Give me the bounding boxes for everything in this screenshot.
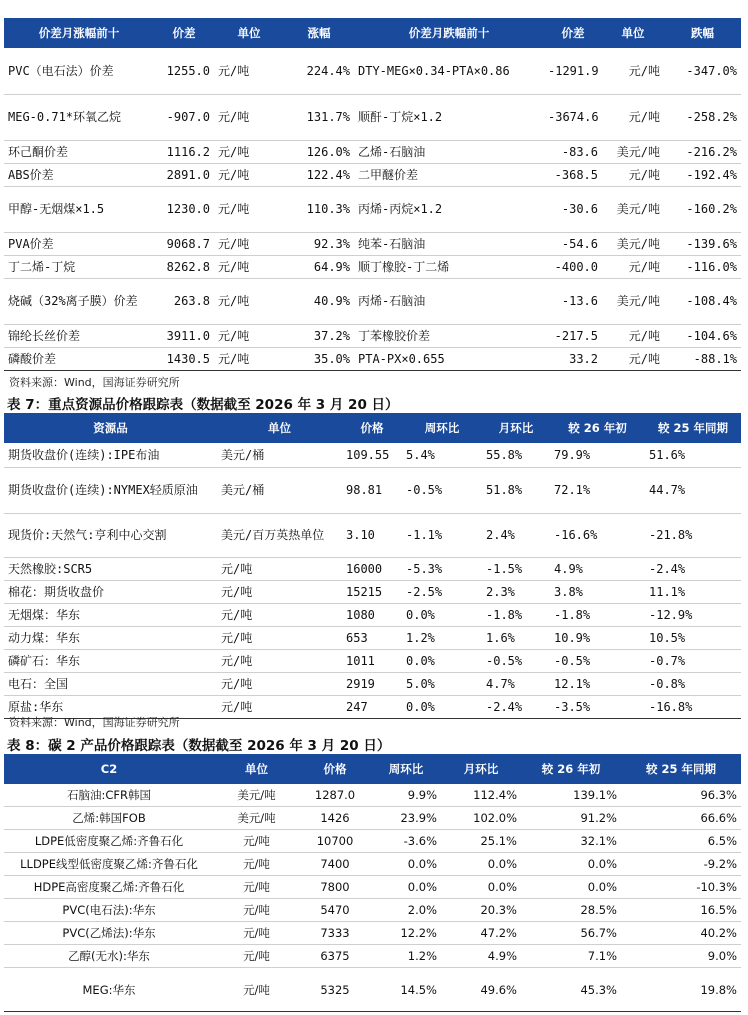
table-cell: 元/吨: [243, 857, 270, 871]
table-cell: -54.6: [561, 236, 598, 251]
table-row: [4, 784, 741, 807]
table-cell: 3.10: [346, 528, 375, 542]
table-cell: -5.3%: [406, 561, 443, 576]
table-cell: -160.2%: [686, 202, 737, 216]
table-cell: 0.0%: [587, 857, 617, 871]
table-cell: -88.1%: [693, 351, 737, 366]
table-cell: -1.5%: [486, 561, 523, 576]
table-cell: 元/吨: [243, 834, 270, 848]
table-cell: 元/吨: [218, 294, 250, 308]
table-cell: 乙烯-石脑油: [358, 144, 426, 159]
table-cell: 元/吨: [218, 63, 250, 78]
table-cell: 19.8%: [700, 982, 737, 997]
table-cell: 5325: [320, 982, 350, 997]
table-cell: 元/吨: [243, 880, 270, 894]
table-cell: 23.9%: [400, 811, 437, 825]
table-cell: -30.6: [561, 202, 598, 216]
column-header: 月环比: [482, 413, 550, 443]
table-cell: -0.5%: [406, 483, 443, 497]
table-caption-8: 表 8：碳 2 产品价格跟踪表（数据截至 2026 年 3 月 20 日）: [7, 738, 391, 754]
column-header: 跌幅: [664, 18, 741, 48]
table-cell: 9068.7: [166, 236, 210, 251]
table-cell: 美元/桶: [221, 483, 265, 497]
table-cell: -16.8%: [649, 699, 693, 714]
table-cell: 锦纶长丝价差: [8, 328, 81, 343]
table-cell: 102.0%: [473, 811, 517, 825]
table-cell: 期货收盘价(连续):NYMEX轻质原油: [8, 483, 198, 497]
table-cell: -192.4%: [686, 167, 737, 182]
table-row: [4, 830, 741, 853]
table-cell: 4.7%: [486, 676, 515, 691]
table-cell: 51.8%: [486, 483, 523, 497]
table-cell: 1.2%: [406, 630, 435, 645]
table-cell: 12.1%: [554, 676, 591, 691]
table-cell: -0.8%: [649, 676, 686, 691]
source-note-1: 资料来源：Wind，国海证券研究所: [9, 376, 180, 389]
table-cell: -3.5%: [554, 699, 591, 714]
table-cell: 37.2%: [313, 328, 350, 343]
table-cell: 烧碱（32%离子膜）价差: [8, 294, 138, 308]
table-row: [4, 255, 741, 278]
table-cell: 40.2%: [700, 926, 737, 940]
column-header: 价差月涨幅前十: [4, 18, 154, 48]
table-cell: 丙烯-石脑油: [358, 294, 426, 308]
table-cell: 2.4%: [486, 528, 515, 542]
column-header: 单位: [217, 413, 342, 443]
table-cell: 纯苯-石脑油: [358, 236, 426, 251]
c2-price-table: [4, 754, 741, 1012]
table-cell: 元/吨: [221, 630, 253, 645]
table-cell: 1011: [346, 653, 375, 668]
table-cell: 电石：全国: [8, 676, 69, 691]
table-cell: 8262.8: [166, 259, 210, 274]
table-cell: 乙醇(无水):华东: [68, 949, 150, 963]
table-cell: 棉花：期货收盘价: [8, 584, 105, 599]
table-cell: 顺丁橡胶-丁二烯: [358, 259, 450, 274]
table-row: [4, 467, 741, 513]
table-cell: 丙烯-丙烷×1.2: [358, 202, 443, 216]
table-cell: -1.8%: [486, 607, 523, 622]
table-cell: 元/吨: [218, 167, 250, 182]
table-cell: PVA价差: [8, 236, 54, 251]
table-cell: 56.7%: [580, 926, 617, 940]
table-cell: DTY-MEG×0.34-PTA×0.86: [358, 63, 510, 78]
table-cell: 顺酐-丁烷×1.2: [358, 110, 443, 124]
table-cell: -1.1%: [406, 528, 443, 542]
table-cell: 元/吨: [628, 259, 660, 274]
table-cell: -9.2%: [703, 857, 737, 871]
column-header: 周环比: [371, 754, 441, 784]
column-header: 价格: [342, 413, 402, 443]
table-cell: 1116.2: [166, 144, 210, 159]
table-cell: 7.1%: [587, 949, 617, 963]
table-cell: -139.6%: [686, 236, 737, 251]
table-cell: 5470: [320, 903, 350, 917]
table-cell: 环己酮价差: [8, 144, 69, 159]
table-cell: -1291.9: [548, 63, 599, 78]
table-row: [4, 968, 741, 1012]
table-row: [4, 922, 741, 945]
table-cell: 11.1%: [649, 584, 686, 599]
table-cell: 6.5%: [707, 834, 737, 848]
table-cell: 122.4%: [306, 167, 350, 182]
table-cell: 3.8%: [554, 584, 583, 599]
table-cell: 4.9%: [554, 561, 583, 576]
table-cell: 元/吨: [221, 699, 253, 714]
table-cell: 7400: [320, 857, 350, 871]
table-cell: 原盐:华东: [8, 699, 64, 714]
table-cell: -400.0: [554, 259, 598, 274]
table-cell: 64.9%: [313, 259, 350, 274]
table-cell: -347.0%: [686, 63, 737, 78]
table-cell: 期货收盘价(连续):IPE布油: [8, 447, 160, 462]
table-cell: 美元/吨: [237, 811, 276, 825]
table-cell: 美元/桶: [221, 447, 265, 462]
table-cell: 石脑油:CFR韩国: [66, 788, 151, 802]
table-cell: -2.4%: [486, 699, 523, 714]
table-cell: 元/吨: [243, 982, 270, 997]
table-cell: 0.0%: [406, 607, 435, 622]
table-cell: 元/吨: [221, 653, 253, 668]
table-row: [4, 672, 741, 695]
table-cell: 4.9%: [487, 949, 517, 963]
table-cell: -258.2%: [686, 110, 737, 124]
table-cell: 1.6%: [486, 630, 515, 645]
table-cell: -216.2%: [686, 144, 737, 159]
table-cell: 乙烯:韩国FOB: [72, 811, 146, 825]
table-row: [4, 513, 741, 557]
column-header: 单位: [214, 18, 284, 48]
table-cell: LLDPE线型低密度聚乙烯:齐鲁石化: [20, 857, 198, 871]
table-header-row: [4, 413, 741, 443]
table-cell: -2.5%: [406, 584, 443, 599]
resource-price-table: [4, 413, 741, 719]
column-header: 单位: [214, 754, 299, 784]
table-cell: 0.0%: [407, 857, 437, 871]
table-cell: 元/吨: [218, 259, 250, 274]
source-note-2: 资料来源：Wind，国海证券研究所: [9, 716, 180, 729]
table-cell: 磷矿石：华东: [8, 653, 81, 668]
table-cell: -907.0: [166, 110, 210, 124]
table-cell: LDPE低密度聚乙烯:齐鲁石化: [34, 834, 184, 848]
table-cell: PTA-PX×0.655: [358, 351, 445, 366]
table-cell: 131.7%: [306, 110, 350, 124]
table-cell: 1.2%: [407, 949, 437, 963]
column-header: 单位: [602, 18, 664, 48]
table-cell: 美元/吨: [616, 294, 660, 308]
table-cell: 10.9%: [554, 630, 591, 645]
table-cell: -10.3%: [696, 880, 737, 894]
table-cell: 109.55: [346, 447, 390, 462]
table-row: [4, 347, 741, 370]
column-header: 资源品: [4, 413, 217, 443]
table-cell: 55.8%: [486, 447, 523, 462]
table-row: [4, 876, 741, 899]
column-header: 价差: [544, 18, 602, 48]
table-cell: 元/吨: [221, 676, 253, 691]
column-header: 价差: [154, 18, 214, 48]
spread-ranking-table: [4, 18, 741, 371]
table-row: [4, 603, 741, 626]
table-cell: 3911.0: [166, 328, 210, 343]
table-row: [4, 649, 741, 672]
table-row: [4, 232, 741, 255]
table-cell: 0.0%: [406, 699, 435, 714]
table-cell: -16.6%: [554, 528, 598, 542]
table-cell: 元/吨: [243, 926, 270, 940]
table-cell: PVC（电石法）价差: [8, 63, 114, 78]
table-cell: 40.9%: [313, 294, 350, 308]
table-cell: 7333: [320, 926, 350, 940]
table-cell: 美元/百万英热单位: [221, 528, 325, 542]
table-cell: 9.0%: [707, 949, 737, 963]
column-header: 价格: [299, 754, 371, 784]
table-cell: 0.0%: [487, 880, 517, 894]
table-cell: -12.9%: [649, 607, 693, 622]
table-cell: 天然橡胶:SCR5: [8, 561, 93, 576]
table-cell: 72.1%: [554, 483, 591, 497]
table-cell: 12.2%: [400, 926, 437, 940]
table-row: [4, 48, 741, 94]
table-cell: 元/吨: [628, 167, 660, 182]
table-cell: -0.5%: [554, 653, 591, 668]
table-row: [4, 324, 741, 347]
table-cell: 0.0%: [587, 880, 617, 894]
table-cell: -1.8%: [554, 607, 591, 622]
table-cell: 33.2: [569, 351, 598, 366]
table-cell: 247: [346, 699, 368, 714]
table-cell: 44.7%: [649, 483, 686, 497]
table-cell: 10.5%: [649, 630, 686, 645]
table-cell: -21.8%: [649, 528, 693, 542]
table-cell: 2.3%: [486, 584, 515, 599]
table-cell: 79.9%: [554, 447, 591, 462]
table-cell: 9.9%: [407, 788, 437, 802]
column-header: 涨幅: [284, 18, 354, 48]
table-cell: 91.2%: [580, 811, 617, 825]
table-cell: 元/吨: [243, 903, 270, 917]
table-header-row: [4, 754, 741, 784]
table-cell: 元/吨: [221, 561, 253, 576]
table-cell: 元/吨: [218, 144, 250, 159]
table-row: [4, 278, 741, 324]
table-cell: 二甲醚价差: [358, 167, 419, 182]
table-cell: -368.5: [554, 167, 598, 182]
table-row: [4, 626, 741, 649]
table-cell: -3674.6: [548, 110, 599, 124]
table-row: [4, 945, 741, 968]
table-cell: 0.0%: [487, 857, 517, 871]
table-cell: 0.0%: [406, 653, 435, 668]
table-cell: -83.6: [561, 144, 598, 159]
table-cell: 51.6%: [649, 447, 686, 462]
table-cell: 28.5%: [580, 903, 617, 917]
table-cell: 92.3%: [313, 236, 350, 251]
table-cell: 49.6%: [480, 982, 517, 997]
column-header: 较 26 年初: [550, 413, 645, 443]
table-cell: 10700: [316, 834, 354, 848]
table-cell: 6375: [320, 949, 350, 963]
table-cell: 元/吨: [243, 949, 270, 963]
table-row: [4, 557, 741, 580]
table-row: [4, 140, 741, 163]
table-cell: 美元/吨: [616, 202, 660, 216]
table-header-row: [4, 18, 741, 48]
table-cell: 元/吨: [218, 110, 250, 124]
table-row: [4, 853, 741, 876]
table-cell: 甲醇-无烟煤×1.5: [8, 202, 105, 216]
table-cell: 112.4%: [473, 788, 517, 802]
table-cell: 1080: [346, 607, 375, 622]
table-cell: MEG-0.71*环氧乙烷: [8, 110, 122, 124]
table-cell: 元/吨: [628, 351, 660, 366]
table-cell: 元/吨: [218, 202, 250, 216]
table-cell: 5.4%: [406, 447, 435, 462]
table-cell: 16000: [346, 561, 383, 576]
table-cell: -0.7%: [649, 653, 686, 668]
table-cell: 14.5%: [400, 982, 437, 997]
table-cell: -0.5%: [486, 653, 523, 668]
table-cell: 96.3%: [700, 788, 737, 802]
table-cell: 元/吨: [218, 236, 250, 251]
table-cell: -13.6: [561, 294, 598, 308]
table-row: [4, 163, 741, 186]
table-cell: 1430.5: [166, 351, 210, 366]
table-cell: ABS价差: [8, 167, 54, 182]
column-header: 较 25 年同期: [621, 754, 741, 784]
table-row: [4, 186, 741, 232]
table-cell: 35.0%: [313, 351, 350, 366]
table-row: [4, 580, 741, 603]
column-header: 月环比: [441, 754, 521, 784]
table-cell: -2.4%: [649, 561, 686, 576]
table-cell: 丁苯橡胶价差: [358, 328, 431, 343]
table-cell: 126.0%: [306, 144, 350, 159]
table-cell: 2.0%: [407, 903, 437, 917]
table-cell: 无烟煤：华东: [8, 607, 81, 622]
table-cell: 66.6%: [700, 811, 737, 825]
table-cell: 45.3%: [580, 982, 617, 997]
table-cell: 元/吨: [628, 63, 660, 78]
table-cell: -116.0%: [686, 259, 737, 274]
table-cell: 元/吨: [221, 607, 253, 622]
table-row: [4, 807, 741, 830]
table-cell: 2891.0: [166, 167, 210, 182]
table-cell: 224.4%: [306, 63, 350, 78]
table-cell: 元/吨: [218, 351, 250, 366]
table-cell: 2919: [346, 676, 375, 691]
column-header: 较 26 年初: [521, 754, 621, 784]
column-header: 周环比: [402, 413, 482, 443]
table-cell: 元/吨: [221, 584, 253, 599]
table-cell: 32.1%: [580, 834, 617, 848]
table-cell: 7800: [320, 880, 350, 894]
table-cell: -217.5: [554, 328, 598, 343]
table-cell: 元/吨: [628, 328, 660, 343]
table-cell: 1426: [320, 811, 350, 825]
table-cell: HDPE高密度聚乙烯:齐鲁石化: [33, 880, 185, 894]
table-cell: 20.3%: [480, 903, 517, 917]
table-cell: 98.81: [346, 483, 383, 497]
table-row: [4, 94, 741, 140]
table-cell: 16.5%: [700, 903, 737, 917]
table-cell: -104.6%: [686, 328, 737, 343]
table-cell: 磷酸价差: [8, 351, 57, 366]
table-cell: 25.1%: [480, 834, 517, 848]
table-row: [4, 899, 741, 922]
table-cell: 47.2%: [480, 926, 517, 940]
table-cell: 1230.0: [166, 202, 210, 216]
table-cell: -3.6%: [403, 834, 437, 848]
table-cell: MEG:华东: [82, 982, 136, 997]
table-cell: -108.4%: [686, 294, 737, 308]
table-cell: 美元/吨: [616, 236, 660, 251]
table-cell: 元/吨: [218, 328, 250, 343]
table-cell: 110.3%: [306, 202, 350, 216]
column-header: 价差月跌幅前十: [354, 18, 544, 48]
table-cell: 1255.0: [166, 63, 210, 78]
table-cell: 15215: [346, 584, 383, 599]
table-cell: 0.0%: [407, 880, 437, 894]
table-cell: 263.8: [173, 294, 210, 308]
table-cell: 动力煤：华东: [8, 630, 81, 645]
table-cell: 1287.0: [314, 788, 356, 802]
table-cell: 现货价:天然气:亨利中心交割: [8, 528, 167, 542]
column-header: 较 25 年同期: [645, 413, 741, 443]
table-cell: 美元/吨: [616, 144, 660, 159]
table-cell: 139.1%: [573, 788, 617, 802]
table-cell: 丁二烯-丁烷: [8, 259, 76, 274]
table-cell: PVC(电石法):华东: [62, 903, 156, 917]
table-caption-7: 表 7：重点资源品价格跟踪表（数据截至 2026 年 3 月 20 日）: [7, 397, 399, 413]
table-cell: 653: [346, 630, 368, 645]
table-row: [4, 443, 741, 467]
table-cell: 元/吨: [628, 110, 660, 124]
table-cell: PVC(乙烯法):华东: [62, 926, 156, 940]
table-cell: 美元/吨: [237, 788, 276, 802]
column-header: C2: [4, 754, 214, 784]
table-cell: 5.0%: [406, 676, 435, 691]
